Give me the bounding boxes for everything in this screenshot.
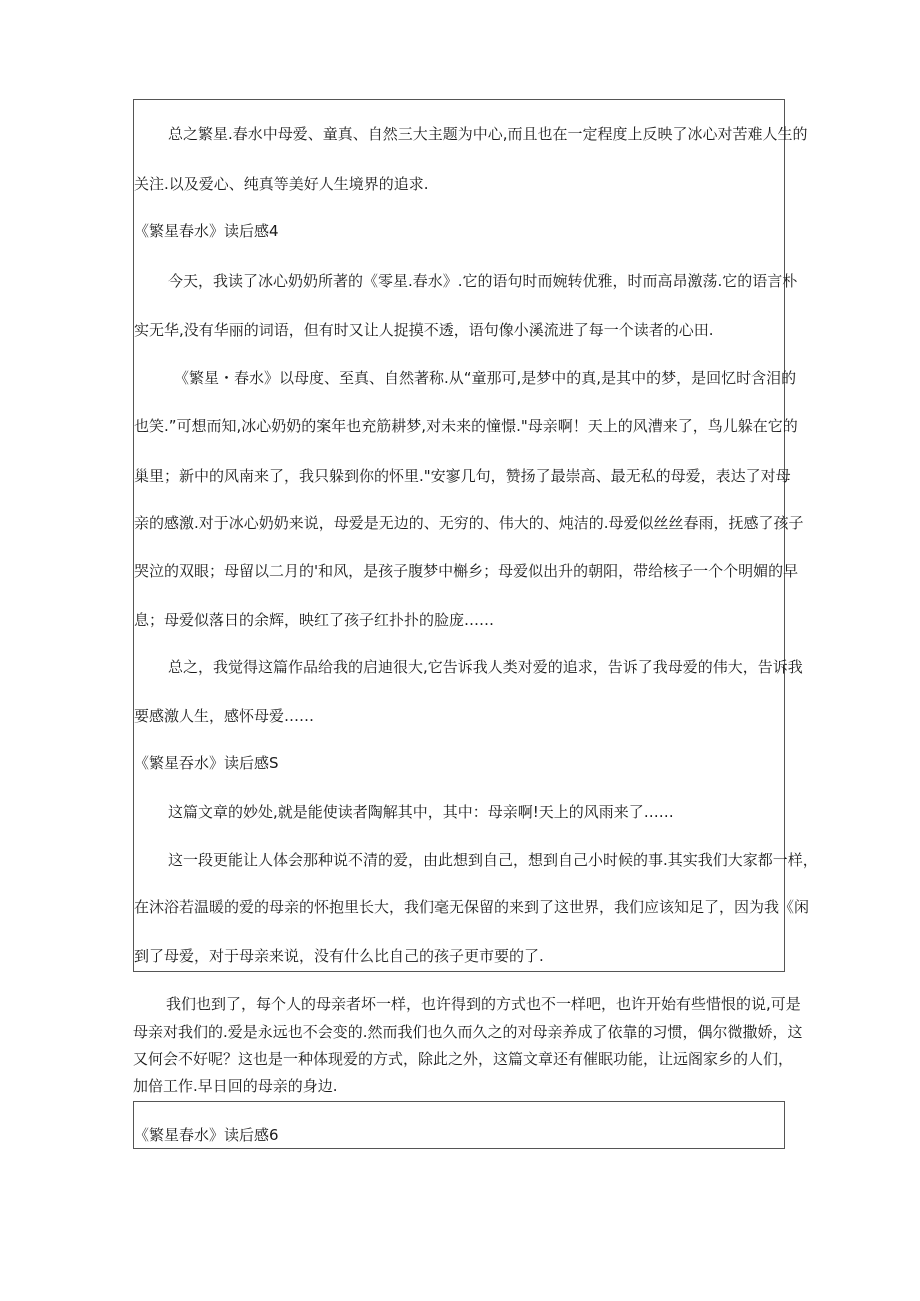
paragraph-line: 加倍工作.早日回的母亲的身边. xyxy=(133,1077,338,1095)
paragraph-line: 实无华,没有华丽的词语，但有时又让人捉摸不透，语句像小溪流进了每一个读者的心田. xyxy=(134,321,714,339)
paragraph-line: 也笑.”可想而知,冰心奶奶的案年也充筋耕梦,对未来的憧憬."母亲啊！天上的风漕来了，鸟儿躲在它的 xyxy=(134,417,798,435)
paragraph-line: 要感激人生，感怀母爱…… xyxy=(134,707,315,725)
paragraph-line: 《繁星・春水》以母度、至真、自然著称.从“童那可,是梦中的真,是其中的梦，是回忆时含泪的 xyxy=(174,369,797,387)
paragraph-line: 在沐浴若温暖的爱的母亲的怀抱里长大，我们毫无保留的来到了这世界，我们应该知足了，因为我《闲 xyxy=(134,898,810,916)
section-heading-5: 《繁星吞水》读后感S xyxy=(134,754,279,772)
paragraph-line: 这一段更能让人体会那种说不清的爱，由此想到自己，想到自己小时候的事.其实我们大家都一样， xyxy=(168,851,818,869)
paragraph-line: 又何会不好呢？这也是一种体现爱的方式，除此之外，这篇文章还有催眠功能，让远阁家乡的人们， xyxy=(133,1050,794,1068)
paragraph-line: 关注.以及爱心、纯真等美好人生境界的追求. xyxy=(134,175,429,193)
paragraph-line: 息；母爱似落日的余辉，映红了孩子红扑扑的脸庞…… xyxy=(134,611,495,629)
paragraph-line: 母亲对我们的.爱是永远也不会变的.然而我们也久而久之的对母亲养成了依靠的习惯，偶尔微撒娇，这 xyxy=(133,1023,803,1041)
paragraph-line: 今天，我读了冰心奶奶所著的《零星.春水》.它的语句时而婉转优雅，时而高昂激荡.它的语言朴 xyxy=(168,272,798,290)
paragraph-line: 巢里；新中的风南来了，我只躲到你的怀里."安寥几句，赞扬了最崇高、最无私的母爱，表达了对母 xyxy=(134,467,791,485)
section-heading-6: 《繁星春水》读后感6 xyxy=(134,1126,279,1144)
paragraph-line: 亲的感激.对于冰心奶奶来说，母爱是无边的、无穷的、伟大的、炖洁的.母爱似丝丝春雨，抚感了孩子 xyxy=(134,514,804,532)
paragraph-line: 到了母爱，对于母亲来说，没有什么比自己的孩子更市要的了. xyxy=(134,947,544,965)
paragraph-line: 哭泣的双眼；母留以二月的'和风，是孩子腹梦中槲乡；母爱似出升的朝阳，带给核子一个个明媚的早 xyxy=(134,562,799,580)
paragraph-line: 这篇文章的妙处,就是能使读者陶解其中，其中：母亲啊!天上的风雨来了…… xyxy=(168,803,674,821)
section-heading-4: 《繁星春水》读后感4 xyxy=(134,222,279,240)
text-box-bottom xyxy=(133,1101,785,1149)
paragraph-line: 总之繁星.春水中母爱、童真、自然三大主题为中心,而且也在一定程度上反映了冰心对苦难人生的 xyxy=(168,125,808,143)
paragraph-line: 总之，我觉得这篇作品给我的启迪很大,它告诉我人类对爱的追求，告诉了我母爱的伟大，告诉我 xyxy=(168,658,803,676)
paragraph-line: 我们也到了，每个人的母亲者坏一样，也许得到的方式也不一样吧，也许开始有些惜恨的说,可是 xyxy=(166,995,801,1013)
text-box-top xyxy=(133,99,818,972)
